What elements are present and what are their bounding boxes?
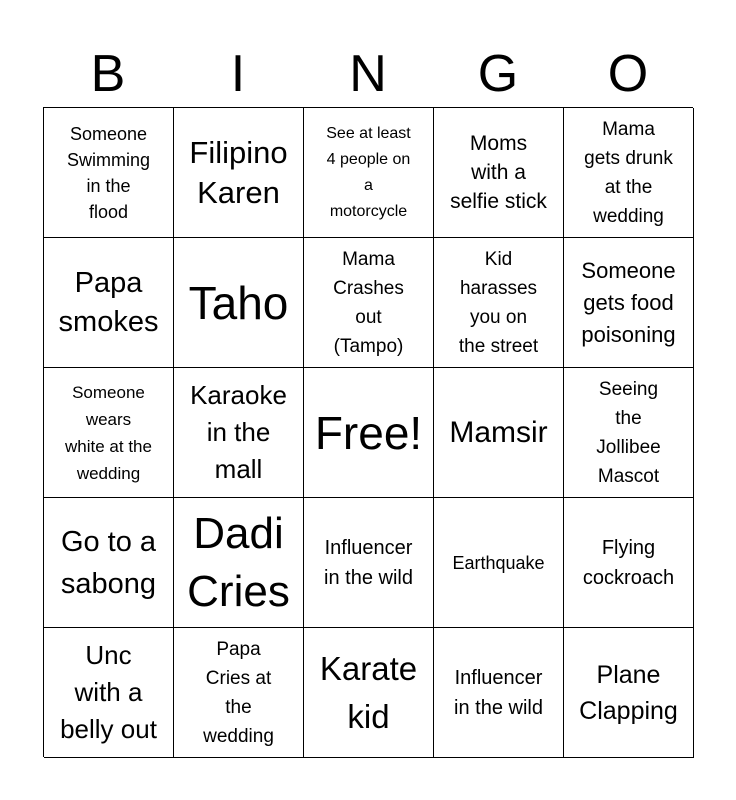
- bingo-cell-r2-c3[interactable]: [304, 238, 434, 368]
- header-letter-i: I: [230, 45, 246, 103]
- bingo-cell-text: Someone Swimming in the flood: [66, 123, 150, 222]
- bingo-card-grid: [43, 107, 693, 757]
- bingo-header: [43, 40, 693, 108]
- bingo-cell-text: Papa smokes: [58, 266, 159, 338]
- bingo-cell-text: Earthquake: [452, 552, 545, 573]
- bingo-cell-r5-c2[interactable]: [174, 628, 304, 758]
- bingo-cell-r1-c1[interactable]: [44, 108, 174, 238]
- bingo-cell-r1-c5[interactable]: [564, 108, 694, 238]
- bingo-cell-text: Someone wears white at the wedding: [65, 382, 152, 483]
- bingo-cell-text: Mama gets drunk at the wedding: [584, 118, 673, 227]
- bingo-cell-text: Flying cockroach: [582, 536, 675, 589]
- bingo-cell-r1-c2[interactable]: [174, 108, 304, 238]
- bingo-cell-text: Go to a sabong: [60, 525, 157, 600]
- bingo-cell-r3-c4[interactable]: [434, 368, 564, 498]
- header-letter-o: O: [607, 45, 649, 103]
- bingo-cell-r5-c3[interactable]: [304, 628, 434, 758]
- bingo-cell-r3-c1[interactable]: [44, 368, 174, 498]
- header-letter-g: G: [477, 45, 519, 103]
- bingo-cell-r4-c1[interactable]: [44, 498, 174, 628]
- bingo-cell-text: Moms with a selfie stick: [450, 132, 547, 213]
- bingo-cell-text: See at least 4 people on a motorcycle: [326, 124, 411, 220]
- bingo-cell-r1-c4[interactable]: [434, 108, 564, 238]
- bingo-cell-text: Seeing the Jollibee Mascot: [596, 378, 661, 487]
- bingo-cell-text: Unc with a belly out: [60, 640, 157, 744]
- bingo-cell-r3-c2[interactable]: [174, 368, 304, 498]
- bingo-cell-r5-c5[interactable]: [564, 628, 694, 758]
- bingo-cell-r5-c1[interactable]: [44, 628, 174, 758]
- bingo-cell-text: Someone gets food poisoning: [581, 257, 676, 347]
- bingo-cell-text: Karate kid: [319, 649, 418, 735]
- bingo-cell-text: Filipino Karen: [189, 134, 288, 210]
- bingo-cell-r4-c4[interactable]: [434, 498, 564, 628]
- bingo-cell-r3-c3[interactable]: [304, 368, 434, 498]
- bingo-cell-r2-c2[interactable]: [174, 238, 304, 368]
- bingo-cell-text: Mama Crashes out (Tampo): [333, 248, 404, 357]
- bingo-cell-text: Influencer in the wild: [324, 536, 413, 589]
- bingo-cell-r4-c5[interactable]: [564, 498, 694, 628]
- bingo-cell-r2-c5[interactable]: [564, 238, 694, 368]
- bingo-cell-text: Dadi Cries: [187, 508, 290, 616]
- bingo-cell-text: Influencer in the wild: [454, 666, 543, 719]
- bingo-cell-r2-c1[interactable]: [44, 238, 174, 368]
- bingo-cell-text: Plane Clapping: [579, 660, 678, 725]
- bingo-cell-r1-c3[interactable]: [304, 108, 434, 238]
- bingo-cell-text: Free!: [314, 406, 423, 459]
- bingo-cell-r2-c4[interactable]: [434, 238, 564, 368]
- bingo-cell-r5-c4[interactable]: [434, 628, 564, 758]
- bingo-cell-r4-c3[interactable]: [304, 498, 434, 628]
- bingo-cell-text: Papa Cries at the wedding: [203, 638, 274, 747]
- bingo-cell-text: Karaoke in the mall: [190, 380, 287, 484]
- bingo-cell-text: Kid harasses you on the street: [458, 248, 539, 357]
- header-letter-b: B: [90, 45, 126, 103]
- bingo-cell-r3-c5[interactable]: [564, 368, 694, 498]
- bingo-cell-text: Mamsir: [449, 415, 548, 449]
- bingo-cell-text: Taho: [188, 276, 289, 329]
- header-letter-n: N: [349, 45, 387, 103]
- bingo-cell-r4-c2[interactable]: [174, 498, 304, 628]
